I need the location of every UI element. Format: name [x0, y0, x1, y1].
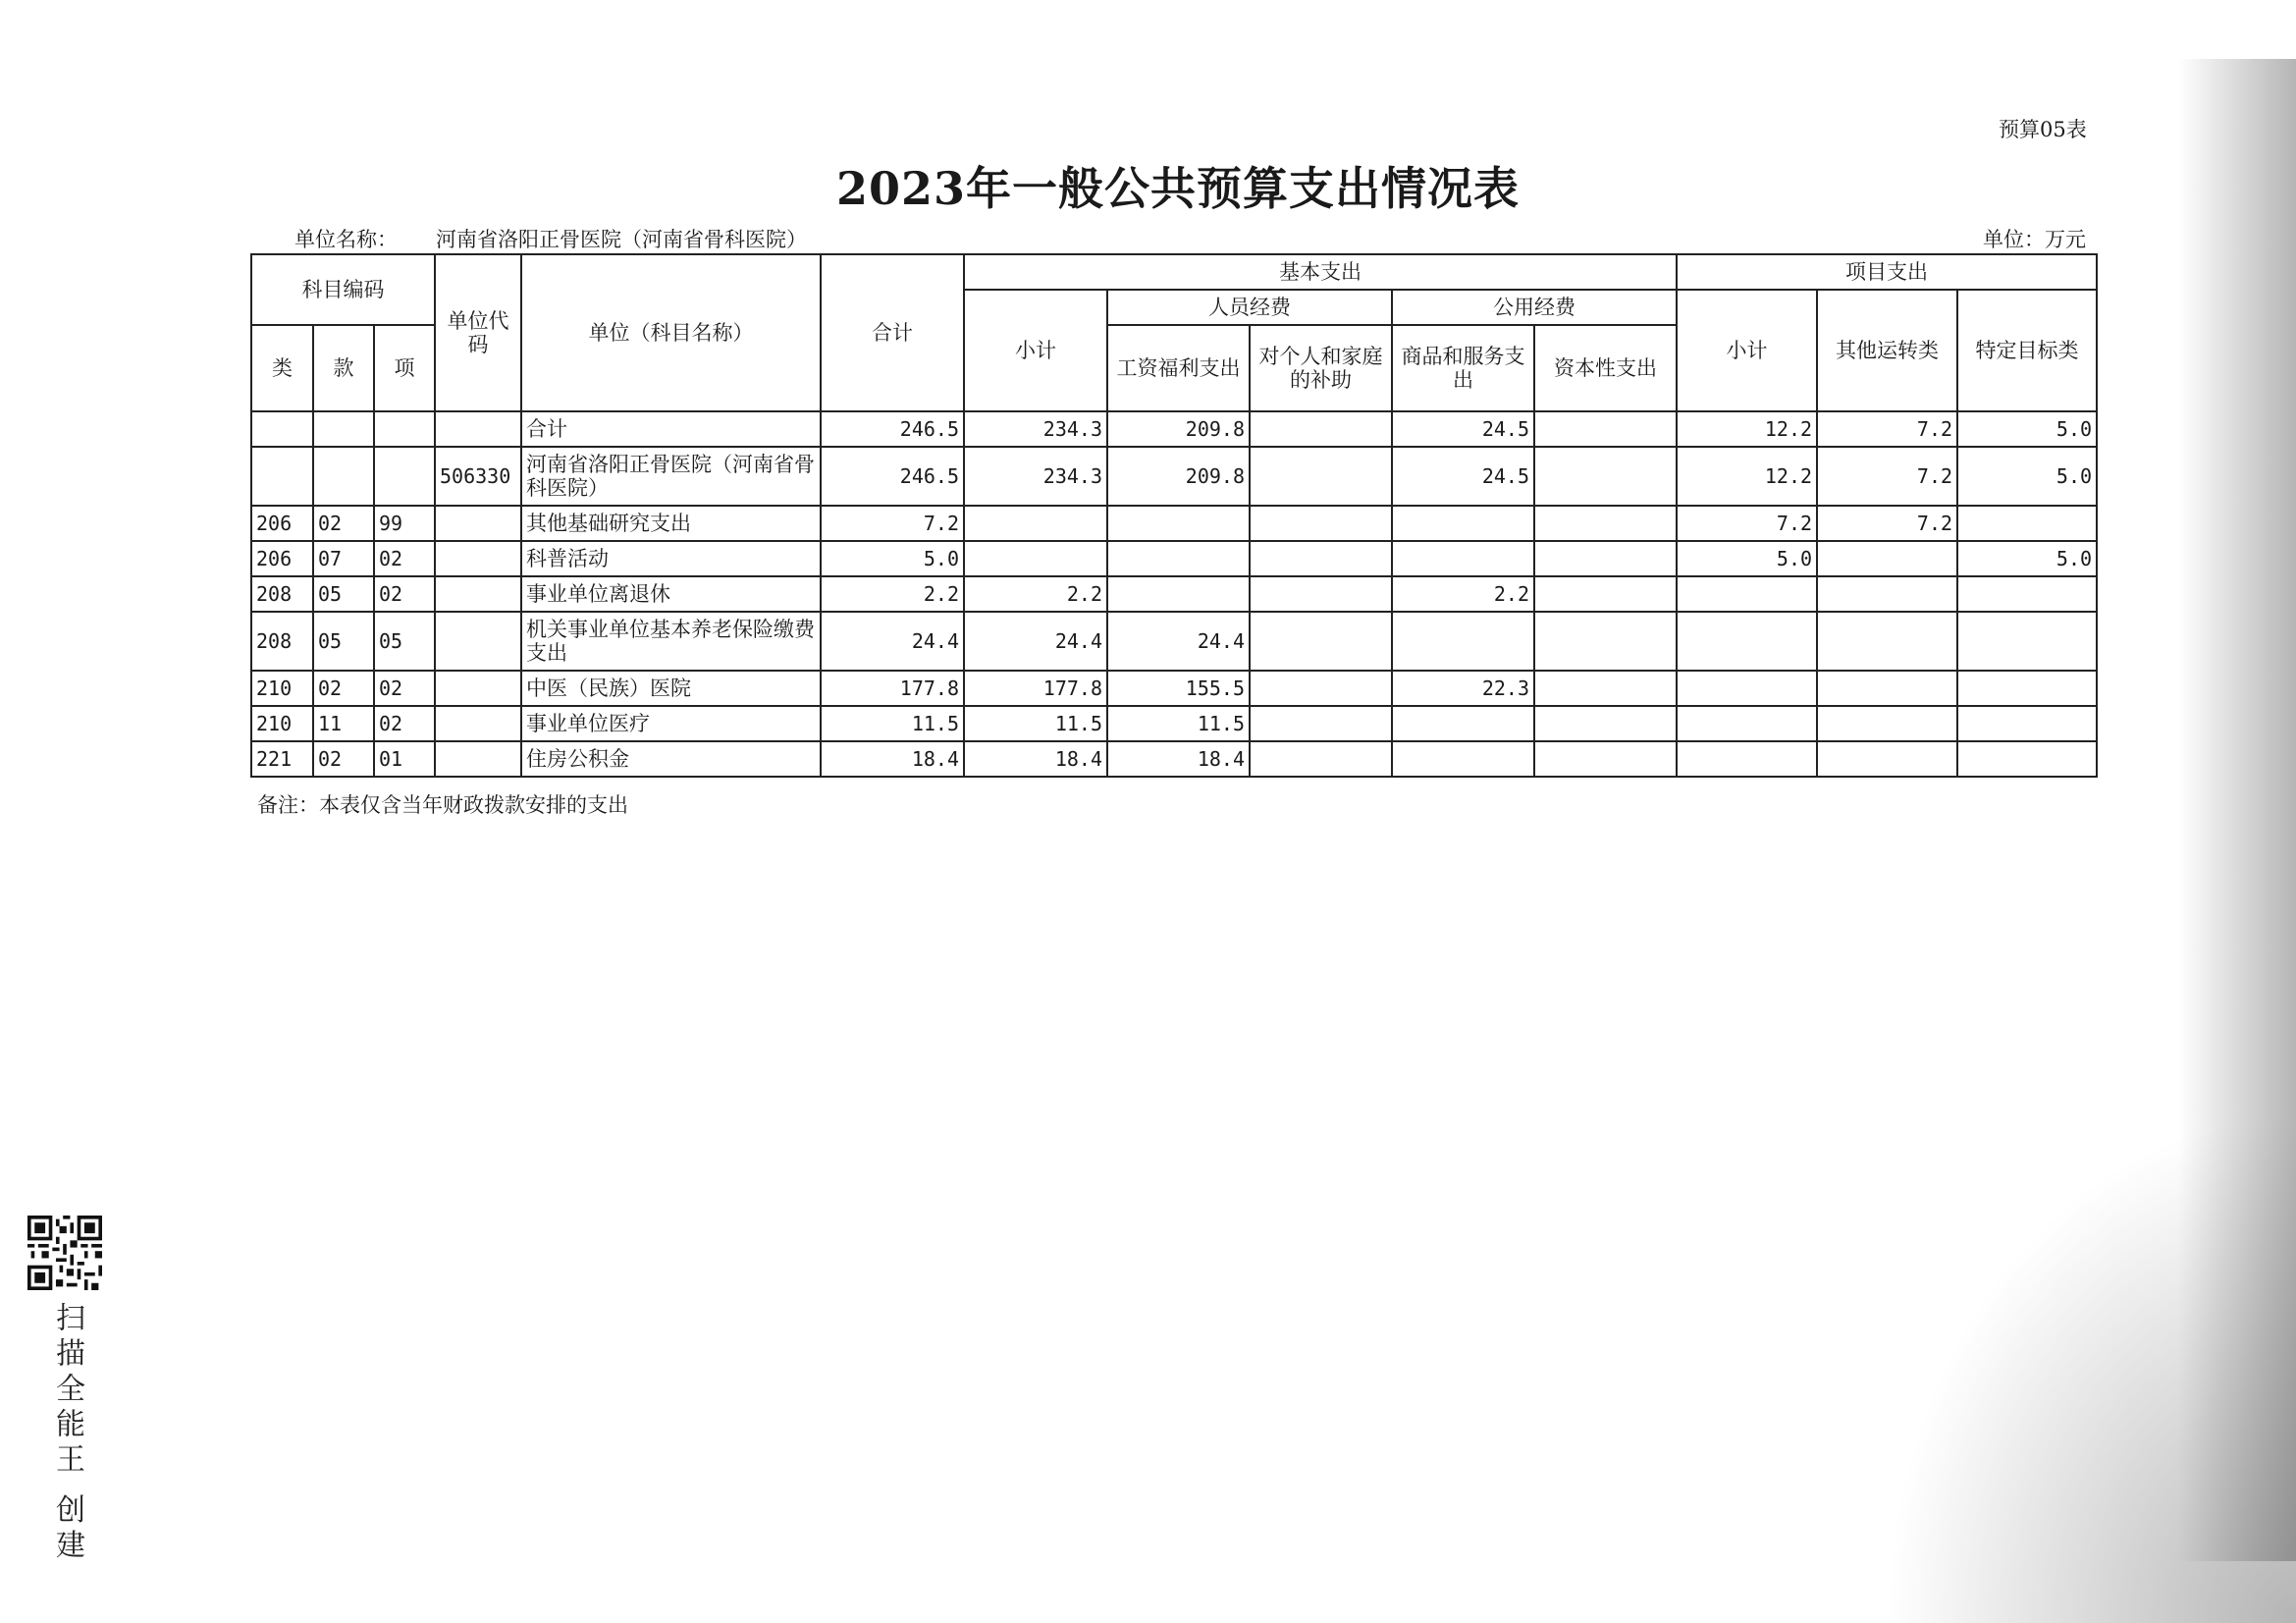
cell-xiang — [374, 447, 435, 506]
cell-project-subtotal: 12.2 — [1677, 447, 1817, 506]
header-subject-code: 科目编码 — [251, 254, 435, 325]
cell-specific — [1957, 671, 2097, 706]
cell-name: 住房公积金 — [521, 741, 821, 777]
scan-corner-shading — [1884, 1112, 2296, 1623]
cell-salary: 24.4 — [1107, 612, 1250, 671]
unit-info-row — [294, 224, 2086, 253]
table-row — [251, 541, 2097, 576]
cell-name: 合计 — [521, 411, 821, 447]
cell-unit-code: 506330 — [435, 447, 521, 506]
cell-other-transfer — [1817, 612, 1957, 671]
cell-kuan: 02 — [313, 506, 374, 541]
qr-code-icon — [27, 1216, 102, 1290]
cell-specific: 5.0 — [1957, 411, 2097, 447]
table-row — [251, 506, 2097, 541]
cell-capital — [1534, 541, 1677, 576]
cell-capital — [1534, 576, 1677, 612]
cell-basic-subtotal: 24.4 — [964, 612, 1107, 671]
cell-name: 其他基础研究支出 — [521, 506, 821, 541]
cell-kuan: 05 — [313, 576, 374, 612]
cell-other-transfer — [1817, 671, 1957, 706]
cell-kuan — [313, 411, 374, 447]
cell-xiang: 01 — [374, 741, 435, 777]
cell-other-transfer — [1817, 741, 1957, 777]
header-capital: 资本性支出 — [1534, 325, 1677, 411]
cell-xiang: 05 — [374, 612, 435, 671]
cell-lei — [251, 447, 313, 506]
budget-table — [250, 253, 2098, 778]
unit-name-label: 单位名称： — [294, 228, 398, 251]
cell-basic-subtotal: 18.4 — [964, 741, 1107, 777]
cell-xiang: 99 — [374, 506, 435, 541]
cell-specific — [1957, 612, 2097, 671]
table-row — [251, 706, 2097, 741]
table-row — [251, 741, 2097, 777]
cell-name: 科普活动 — [521, 541, 821, 576]
header-specific-target: 特定目标类 — [1957, 290, 2097, 411]
table-row — [251, 671, 2097, 706]
cell-name: 事业单位医疗 — [521, 706, 821, 741]
cell-goods: 2.2 — [1392, 576, 1534, 612]
cell-basic-subtotal: 11.5 — [964, 706, 1107, 741]
cell-subsidy — [1250, 541, 1392, 576]
cell-unit-code — [435, 541, 521, 576]
cell-basic-subtotal: 234.3 — [964, 447, 1107, 506]
cell-project-subtotal: 5.0 — [1677, 541, 1817, 576]
header-salary-welfare: 工资福利支出 — [1107, 325, 1250, 411]
cell-specific — [1957, 576, 2097, 612]
header-public-funds: 公用经费 — [1392, 290, 1677, 325]
cell-project-subtotal — [1677, 741, 1817, 777]
page-title: 2023年一般公共预算支出情况表 — [835, 162, 1521, 215]
cell-unit-code — [435, 706, 521, 741]
cell-kuan: 11 — [313, 706, 374, 741]
cell-salary: 155.5 — [1107, 671, 1250, 706]
cell-unit-code — [435, 576, 521, 612]
cell-total: 24.4 — [821, 612, 964, 671]
cell-unit-code — [435, 741, 521, 777]
cell-lei: 206 — [251, 506, 313, 541]
cell-xiang: 02 — [374, 541, 435, 576]
cell-name: 中医（民族）医院 — [521, 671, 821, 706]
cell-subsidy — [1250, 447, 1392, 506]
cell-capital — [1534, 447, 1677, 506]
cell-goods — [1392, 612, 1534, 671]
cell-name: 机关事业单位基本养老保险缴费支出 — [521, 612, 821, 671]
table-note: 备注：本表仅含当年财政拨款安排的支出 — [257, 793, 628, 817]
cell-basic-subtotal: 177.8 — [964, 671, 1107, 706]
cell-goods — [1392, 506, 1534, 541]
cell-basic-subtotal — [964, 541, 1107, 576]
header-unit-code: 单位代码 — [435, 254, 521, 411]
cell-total: 5.0 — [821, 541, 964, 576]
cell-basic-subtotal — [964, 506, 1107, 541]
cell-lei: 208 — [251, 612, 313, 671]
cell-other-transfer — [1817, 576, 1957, 612]
cell-salary: 209.8 — [1107, 411, 1250, 447]
cell-xiang: 02 — [374, 671, 435, 706]
cell-capital — [1534, 506, 1677, 541]
cell-project-subtotal: 12.2 — [1677, 411, 1817, 447]
cell-lei: 208 — [251, 576, 313, 612]
cell-project-subtotal — [1677, 706, 1817, 741]
cell-goods: 24.5 — [1392, 411, 1534, 447]
cell-kuan: 07 — [313, 541, 374, 576]
header-basic-subtotal: 小计 — [964, 290, 1107, 411]
cell-total: 18.4 — [821, 741, 964, 777]
table-row — [251, 411, 2097, 447]
cell-specific — [1957, 506, 2097, 541]
cell-other-transfer — [1817, 706, 1957, 741]
cell-capital — [1534, 612, 1677, 671]
cell-capital — [1534, 411, 1677, 447]
cell-xiang — [374, 411, 435, 447]
cell-project-subtotal: 7.2 — [1677, 506, 1817, 541]
cell-lei: 210 — [251, 706, 313, 741]
cell-capital — [1534, 741, 1677, 777]
cell-salary: 11.5 — [1107, 706, 1250, 741]
cell-project-subtotal — [1677, 576, 1817, 612]
table-row — [251, 612, 2097, 671]
header-personnel: 人员经费 — [1107, 290, 1392, 325]
unit-measure: 单位：万元 — [1983, 228, 2086, 251]
table-header — [251, 254, 2097, 411]
cell-lei: 210 — [251, 671, 313, 706]
cell-kuan: 05 — [313, 612, 374, 671]
cell-other-transfer: 7.2 — [1817, 411, 1957, 447]
cell-salary — [1107, 541, 1250, 576]
form-number: 预算05表 — [1999, 118, 2087, 141]
scanner-watermark: 扫描全能王 创建 — [50, 1302, 84, 1565]
header-xiang: 项 — [374, 325, 435, 411]
cell-unit-code — [435, 612, 521, 671]
header-kuan: 款 — [313, 325, 374, 411]
cell-goods — [1392, 706, 1534, 741]
cell-kuan — [313, 447, 374, 506]
header-personal-family-subsidy: 对个人和家庭的补助 — [1250, 325, 1392, 411]
cell-subsidy — [1250, 506, 1392, 541]
cell-total: 246.5 — [821, 411, 964, 447]
cell-name: 事业单位离退休 — [521, 576, 821, 612]
cell-total: 177.8 — [821, 671, 964, 706]
cell-salary — [1107, 506, 1250, 541]
cell-subsidy — [1250, 612, 1392, 671]
cell-kuan: 02 — [313, 741, 374, 777]
cell-capital — [1534, 706, 1677, 741]
cell-subsidy — [1250, 411, 1392, 447]
cell-basic-subtotal: 234.3 — [964, 411, 1107, 447]
cell-kuan: 02 — [313, 671, 374, 706]
cell-goods — [1392, 541, 1534, 576]
cell-basic-subtotal: 2.2 — [964, 576, 1107, 612]
cell-total: 246.5 — [821, 447, 964, 506]
cell-total: 2.2 — [821, 576, 964, 612]
table-row — [251, 576, 2097, 612]
cell-other-transfer: 7.2 — [1817, 506, 1957, 541]
cell-project-subtotal — [1677, 671, 1817, 706]
cell-specific — [1957, 706, 2097, 741]
cell-xiang: 02 — [374, 706, 435, 741]
header-basic-expense: 基本支出 — [964, 254, 1677, 290]
cell-specific — [1957, 741, 2097, 777]
cell-specific: 5.0 — [1957, 447, 2097, 506]
header-project-expense: 项目支出 — [1677, 254, 2097, 290]
cell-other-transfer: 7.2 — [1817, 447, 1957, 506]
cell-unit-code — [435, 671, 521, 706]
cell-unit-code — [435, 506, 521, 541]
cell-xiang: 02 — [374, 576, 435, 612]
cell-lei — [251, 411, 313, 447]
cell-subsidy — [1250, 671, 1392, 706]
cell-total: 7.2 — [821, 506, 964, 541]
cell-subsidy — [1250, 706, 1392, 741]
cell-other-transfer — [1817, 541, 1957, 576]
cell-capital — [1534, 671, 1677, 706]
table-body — [251, 411, 2097, 777]
cell-goods: 22.3 — [1392, 671, 1534, 706]
cell-salary: 18.4 — [1107, 741, 1250, 777]
cell-goods — [1392, 741, 1534, 777]
cell-goods: 24.5 — [1392, 447, 1534, 506]
unit-name-value: 河南省洛阳正骨医院（河南省骨科医院） — [436, 228, 807, 251]
cell-specific: 5.0 — [1957, 541, 2097, 576]
cell-lei: 221 — [251, 741, 313, 777]
cell-total: 11.5 — [821, 706, 964, 741]
header-unit-subject-name: 单位（科目名称） — [521, 254, 821, 411]
header-total: 合计 — [821, 254, 964, 411]
cell-subsidy — [1250, 576, 1392, 612]
table-row — [251, 447, 2097, 506]
cell-subsidy — [1250, 741, 1392, 777]
cell-salary: 209.8 — [1107, 447, 1250, 506]
header-project-subtotal: 小计 — [1677, 290, 1817, 411]
cell-salary — [1107, 576, 1250, 612]
header-goods-services: 商品和服务支出 — [1392, 325, 1534, 411]
cell-lei: 206 — [251, 541, 313, 576]
header-other-transfer: 其他运转类 — [1817, 290, 1957, 411]
cell-unit-code — [435, 411, 521, 447]
cell-name: 河南省洛阳正骨医院（河南省骨科医院） — [521, 447, 821, 506]
cell-project-subtotal — [1677, 612, 1817, 671]
header-lei: 类 — [251, 325, 313, 411]
